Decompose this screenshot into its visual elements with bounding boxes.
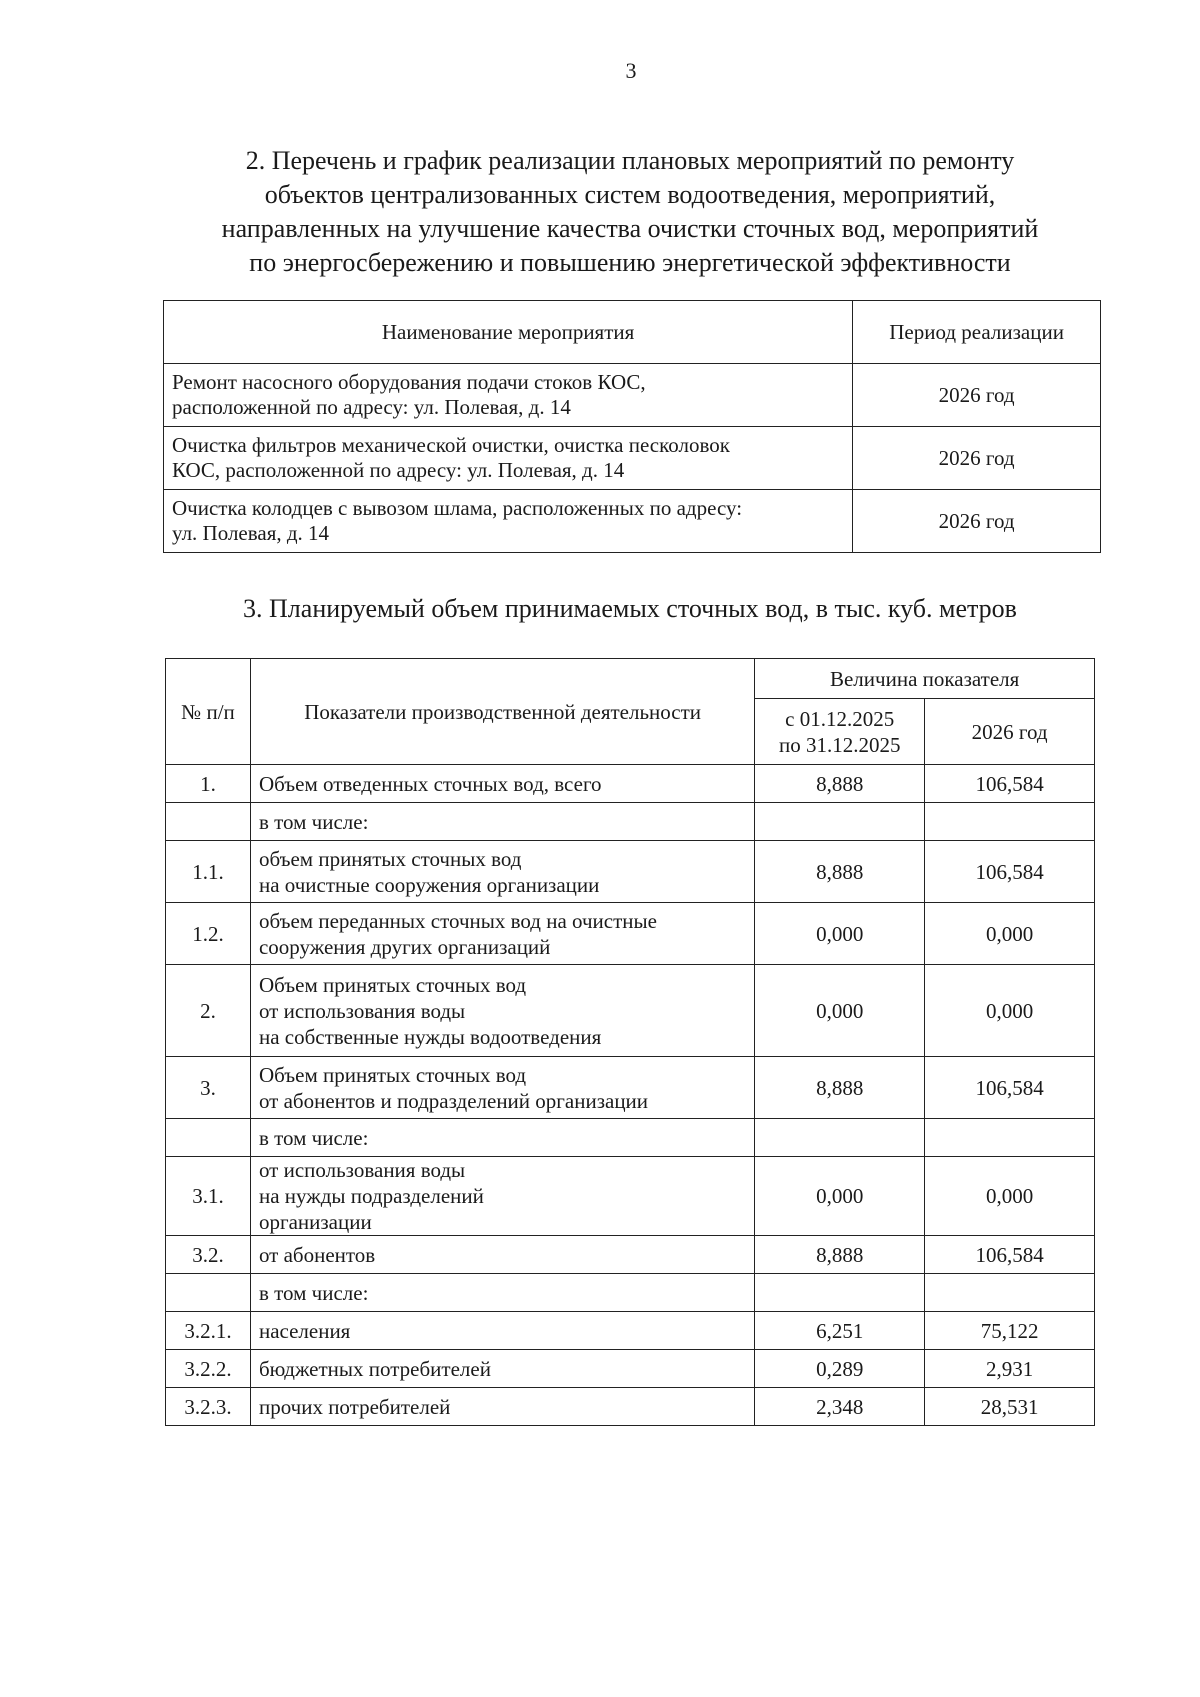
table-row bbox=[166, 841, 1095, 903]
row-number-cell bbox=[166, 1119, 251, 1157]
table-row bbox=[166, 1274, 1095, 1312]
value-period-2-cell: 0,000 bbox=[925, 965, 1095, 1057]
indicator-cell: Объем принятых сточных вод от использования воды на собственные нужды водоотведения bbox=[250, 965, 754, 1057]
header-activity-name: Наименование мероприятия bbox=[164, 301, 853, 364]
activity-period-cell: 2026 год bbox=[853, 490, 1101, 553]
value-period-1-cell: 0,000 bbox=[755, 1157, 925, 1236]
header-indicator: Показатели производственной деятельности bbox=[250, 659, 754, 765]
indicator-cell: объем принятых сточных вод на очистные сооружения организации bbox=[250, 841, 754, 903]
value-period-2-cell: 106,584 bbox=[925, 841, 1095, 903]
section-3-title: 3. Планируемый объем принимаемых сточных вод, в тыс. куб. метров bbox=[243, 594, 1017, 623]
table-row bbox=[164, 364, 1101, 427]
activity-name-cell: Ремонт насосного оборудования подачи стоков КОС, расположенной по адресу: ул. Полевая, д. 14 bbox=[164, 364, 853, 427]
table-row bbox=[164, 427, 1101, 490]
row-number-cell: 2. bbox=[166, 965, 251, 1057]
value-period-1-cell bbox=[755, 1274, 925, 1312]
activity-period-cell: 2026 год bbox=[853, 364, 1101, 427]
header-period-1: с 01.12.2025 по 31.12.2025 bbox=[755, 699, 925, 765]
indicator-cell: от использования воды на нужды подразделений организации bbox=[250, 1157, 754, 1236]
value-period-1-cell: 6,251 bbox=[755, 1312, 925, 1350]
value-period-2-cell: 106,584 bbox=[925, 1236, 1095, 1274]
row-number-cell: 3.2. bbox=[166, 1236, 251, 1274]
table-header-row bbox=[166, 659, 1095, 699]
header-period-2: 2026 год bbox=[925, 699, 1095, 765]
value-period-1-cell: 0,000 bbox=[755, 965, 925, 1057]
activity-name-cell: Очистка колодцев с вывозом шлама, расположенных по адресу: ул. Полевая, д. 14 bbox=[164, 490, 853, 553]
indicator-cell: от абонентов bbox=[250, 1236, 754, 1274]
value-period-2-cell: 106,584 bbox=[925, 765, 1095, 803]
table-row bbox=[166, 1350, 1095, 1388]
table-row bbox=[166, 1057, 1095, 1119]
row-number-cell bbox=[166, 1274, 251, 1312]
table-row bbox=[166, 1312, 1095, 1350]
row-number-cell: 3.2.1. bbox=[166, 1312, 251, 1350]
table-row bbox=[166, 1388, 1095, 1426]
row-number-cell: 3.2.3. bbox=[166, 1388, 251, 1426]
value-period-2-cell: 28,531 bbox=[925, 1388, 1095, 1426]
row-number-cell: 3. bbox=[166, 1057, 251, 1119]
table-row bbox=[166, 1119, 1095, 1157]
row-number-cell: 1.2. bbox=[166, 903, 251, 965]
indicator-cell: Объем принятых сточных вод от абонентов и подразделений организации bbox=[250, 1057, 754, 1119]
indicator-cell: населения bbox=[250, 1312, 754, 1350]
row-number-cell: 3.2.2. bbox=[166, 1350, 251, 1388]
row-number-cell: 3.1. bbox=[166, 1157, 251, 1236]
value-period-1-cell: 0,289 bbox=[755, 1350, 925, 1388]
indicator-cell: прочих потребителей bbox=[250, 1388, 754, 1426]
indicator-cell: в том числе: bbox=[250, 1274, 754, 1312]
table-row bbox=[166, 1236, 1095, 1274]
value-period-1-cell bbox=[755, 1119, 925, 1157]
value-period-2-cell: 0,000 bbox=[925, 903, 1095, 965]
value-period-2-cell: 2,931 bbox=[925, 1350, 1095, 1388]
indicator-cell: бюджетных потребителей bbox=[250, 1350, 754, 1388]
value-period-1-cell: 2,348 bbox=[755, 1388, 925, 1426]
table-row bbox=[166, 965, 1095, 1057]
value-period-2-cell: 75,122 bbox=[925, 1312, 1095, 1350]
indicator-cell: объем переданных сточных вод на очистные сооружения других организаций bbox=[250, 903, 754, 965]
value-period-1-cell: 0,000 bbox=[755, 903, 925, 965]
value-period-1-cell: 8,888 bbox=[755, 841, 925, 903]
indicator-cell: в том числе: bbox=[250, 803, 754, 841]
row-number-cell: 1.1. bbox=[166, 841, 251, 903]
page-number: 3 bbox=[625, 58, 637, 83]
row-number-cell bbox=[166, 803, 251, 841]
header-period: Период реализации bbox=[853, 301, 1101, 364]
value-period-2-cell: 0,000 bbox=[925, 1157, 1095, 1236]
table-row bbox=[166, 765, 1095, 803]
value-period-2-cell: 106,584 bbox=[925, 1057, 1095, 1119]
activity-name-cell: Очистка фильтров механической очистки, очистка песколовок КОС, расположенной по адресу: ул. Полевая, д. 14 bbox=[164, 427, 853, 490]
header-value-group: Величина показателя bbox=[755, 659, 1095, 699]
row-number-cell: 1. bbox=[166, 765, 251, 803]
value-period-2-cell bbox=[925, 1274, 1095, 1312]
indicator-cell: в том числе: bbox=[250, 1119, 754, 1157]
section-2-title: 2. Перечень и график реализации плановых мероприятий по ремонту объектов централизованных систем водоотведения, мероприятий, направленных на улучшение качества очистки сточных вод, мероприятий по энергосбережению и повышению энергетической эффективности bbox=[221, 146, 1039, 277]
table-header-row bbox=[164, 301, 1101, 364]
value-period-2-cell bbox=[925, 1119, 1095, 1157]
wastewater-volume-table bbox=[165, 658, 1095, 1426]
table-row bbox=[164, 490, 1101, 553]
value-period-1-cell: 8,888 bbox=[755, 765, 925, 803]
header-num: № п/п bbox=[166, 659, 251, 765]
value-period-1-cell: 8,888 bbox=[755, 1236, 925, 1274]
value-period-1-cell bbox=[755, 803, 925, 841]
table-row bbox=[166, 903, 1095, 965]
indicator-cell: Объем отведенных сточных вод, всего bbox=[250, 765, 754, 803]
activity-period-cell: 2026 год bbox=[853, 427, 1101, 490]
value-period-2-cell bbox=[925, 803, 1095, 841]
activities-table bbox=[163, 300, 1101, 553]
value-period-1-cell: 8,888 bbox=[755, 1057, 925, 1119]
table-row bbox=[166, 803, 1095, 841]
table-row bbox=[166, 1157, 1095, 1236]
